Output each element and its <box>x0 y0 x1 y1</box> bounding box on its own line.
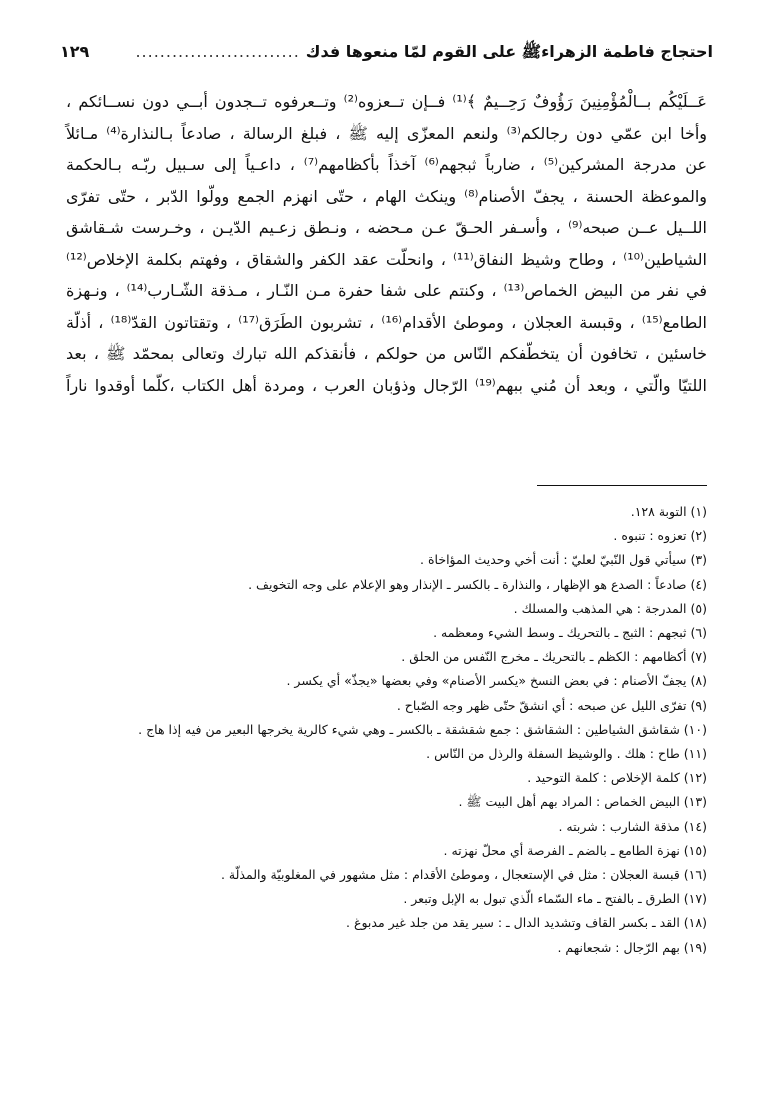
footnote: (١٠) شقاشق الشياطين : الشقاشق : جمع شقشقة ـ بالكسر ـ وهي شيء كالرية يخرجها البعير من فيه إذا هاج . <box>138 721 707 737</box>
footnote: (١٥) نهزة الطامع ـ بالضم ـ الفرصة أي محلّ نهزته . <box>443 842 707 858</box>
footnote: (٣) سيأتي قول النّبيّ لعليّ : أنت أخي وحديث المؤاخاة . <box>420 552 707 568</box>
header-leader-dots: ........................... <box>135 42 300 61</box>
body-line: وأخا ابن عمّي دون رجالكم⁽³⁾ ولنعم المعزّى إليه ﷺ ، فبلغ الرسالة ، صادعاً بـالنذارة⁽⁴⁾ مـائلاً <box>66 123 708 143</box>
footnote: (١) التوبة ١٢٨. <box>630 504 707 519</box>
page-number: ١٢٩ <box>60 42 90 61</box>
footnote: (٦) ثبجهم : الثبج ـ بالتحريك ـ وسط الشيء ومعظمه . <box>433 625 707 641</box>
footnotes <box>66 500 707 960</box>
body-line: خاسئين ، تخافون أن يتخطّفكم النّاس من حولكم ، فأنقذكم الله تبارك وتعالى بمحمّد ﷺ ، بعد <box>66 344 707 363</box>
body-line: والموعظة الحسنة ، يجفّ الأصنام⁽⁸⁾ وينكث الهام ، حتّى انهزم الجمع وولّوا الدّبر ، حتّى تفرّى <box>66 186 708 206</box>
main-text <box>66 86 707 401</box>
body-line: عَــلَيْكُم بــالْمُؤْمِنِينَ رَؤُوفٌ رَحِــيمٌ ﴾⁽¹⁾ فــإن تــعزوه⁽²⁾ وتــعرفوه تــجدون أبــي دون نســائكم ، <box>66 92 707 111</box>
body-line: في نفر من البيض الخماص⁽¹³⁾ ، وكنتم على شفا حفرة مـن النّـار ، مـذقة الشّـارب⁽¹⁴⁾ ، ونـهزة <box>66 281 708 300</box>
footnote: (١١) طاح : هلك . والوشيظ السفلة والرذل من النّاس . <box>426 746 707 762</box>
footnote: (٤) صادعاً : الصدع هو الإظهار ، والنذارة ـ بالكسر ـ الإنذار وهو الإعلام على وجه التخويف . <box>248 576 707 592</box>
footnote: (١٣) البيض الخماص : المراد بهم أهل البيت ﷺ . <box>458 794 707 810</box>
body-line: اللــيل عــن صبحه⁽⁹⁾ ، وأسـفر الحـقّ عـن مـحضه ، ونـطق زعـيم الدّيـن ، وخـرست شـقاشق <box>66 218 707 237</box>
footnote: (١٢) كلمة الإخلاص : كلمة التوحيد . <box>527 770 707 786</box>
footnote: (١٤) مذقة الشارب : شربته . <box>558 818 707 834</box>
body-line: اللتيّا والّتي ، وبعد أن مُني ببهم⁽¹⁹⁾ الرّجال وذؤبان العرب ، ومردة أهل الكتاب ،كلّما أوقدوا ناراً <box>66 375 707 395</box>
body-line: عن مدرجة المشركين⁽⁵⁾ ، ضارباً ثبجهم⁽⁶⁾ آخذاً بأكظامهم⁽⁷⁾ ، داعـياً إلى سـبيل ربّـه بـالحكمة <box>66 155 708 174</box>
footnote: (١٩) بهم الرّجال : شجعانهم . <box>557 939 707 955</box>
footnote: (١٨) القد ـ بكسر القاف وتشديد الدال ـ : سير يقد من جلد غير مدبوغ . <box>346 915 707 931</box>
footnote: (٥) المدرجة : هي المذهب والمسلك . <box>513 600 707 616</box>
body-line: الشياطين⁽¹⁰⁾ ، وطاح وشيظ النفاق⁽¹¹⁾ ، وانحلّت عقد الكفر والشقاق ، وفهتم بكلمة الإخلاص⁽¹²⁾ <box>66 249 707 269</box>
footnote-separator <box>537 485 707 486</box>
body-line: الطامع⁽¹⁵⁾ ، وقبسة العجلان ، وموطئ الأقدام⁽¹⁶⁾ ، تشربون الطَرَق⁽¹⁷⁾ ، وتقتاتون القدّ⁽¹⁸⁾ ، أذلّة <box>66 312 707 332</box>
footnote: (٧) أكظامهم : الكظم ـ بالتحريك ـ مخرج النّفس من الحلق . <box>401 649 707 665</box>
header-title: احتجاج فاطمة الزهراء‏ﷺ على القوم لمّا منعوها فدك <box>305 42 713 61</box>
running-header <box>60 42 713 70</box>
footnote: (١٧) الطرق ـ بالفتح ـ ماء السّماء الّذي تبول به الإبل وتبعر . <box>403 891 707 907</box>
footnote: (٩) تفرّى الليل عن صبحه : أي انشقّ حتّى ظهر وجه الصّباح . <box>396 697 707 713</box>
footnote: (٨) يجفّ الأصنام : في بعض النسخ «يكسر الأصنام» وفي بعضها «يجذّ» أي يكسر . <box>286 673 707 689</box>
footnote: (٢) تعزوه : تنبوه . <box>613 528 707 544</box>
footnote: (١٦) قبسة العجلان : مثل في الإستعجال ، وموطئ الأقدام : مثل مشهور في المغلوبيّة والمذلّة . <box>220 867 707 883</box>
